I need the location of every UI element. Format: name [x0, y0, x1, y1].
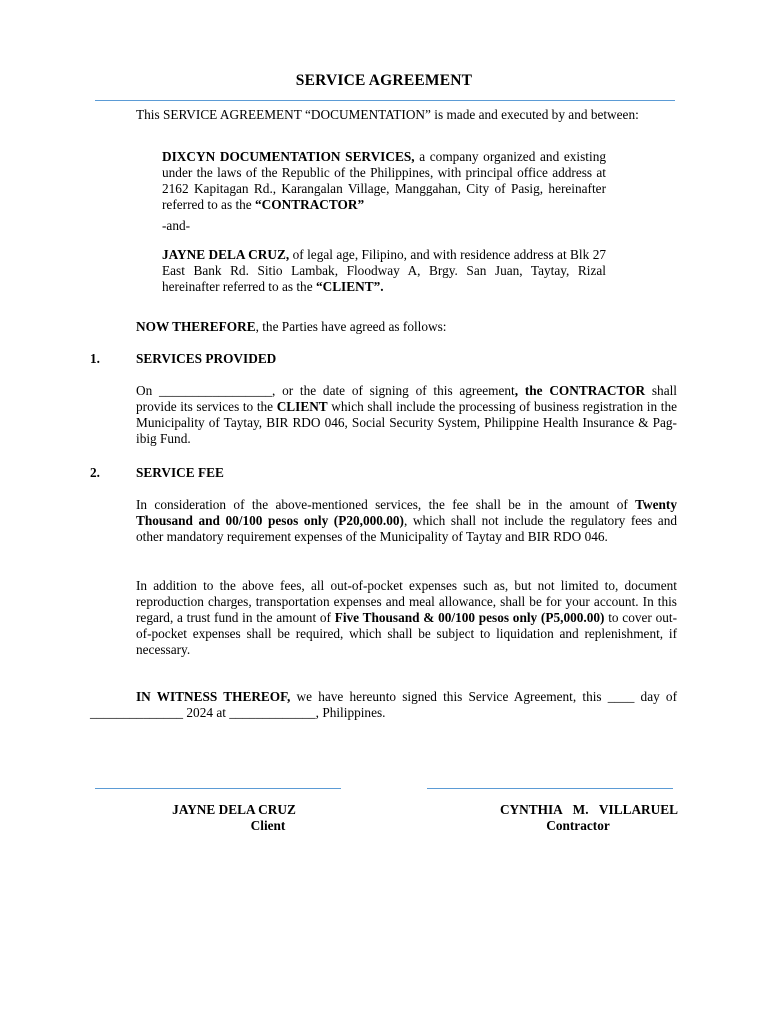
- client-signatory-role: Client: [250, 818, 286, 833]
- section-1-title: SERVICES PROVIDED: [136, 351, 277, 366]
- trust-fund-amount: Five Thousand & 00/100 pesos only (P5,000.00): [334, 610, 605, 625]
- section-2-p1-text-b: , which shall not include the regulatory fees and other mandatory requirement expenses of the Municipality of Taytay and BIR RDO 046.: [136, 513, 677, 544]
- client-designation: “CLIENT”.: [315, 279, 384, 294]
- party-contractor-paragraph: [162, 149, 606, 213]
- witness-label: IN WITNESS THEREOF,: [136, 689, 291, 704]
- contractor-signature-line: [427, 788, 673, 789]
- title-underline: [95, 100, 675, 101]
- party-client-paragraph: [162, 247, 606, 295]
- section-2-title: SERVICE FEE: [136, 465, 224, 480]
- contractor-description: a company organized and existing under the laws of the Republic of the Philippines, with principal office address at 2162 Kapitagan Rd., Karangalan Village, Manggahan, City of Pasig, hereinafter referred to as the: [162, 149, 606, 212]
- section-1-paragraph: [136, 383, 677, 447]
- section-2-p2-text-a: In addition to the above fees, all out-of-pocket expenses such as, but not limited to, document reproduction charges, transportation expenses and meal allowance, shall be for your account. In this regard, a trust fund in the amount of: [136, 578, 677, 625]
- contractor-designation: “CONTRACTOR”: [255, 197, 365, 212]
- now-therefore-label: NOW THEREFORE: [136, 319, 256, 334]
- document-title: SERVICE AGREEMENT: [295, 72, 473, 89]
- client-signature-line: [95, 788, 341, 789]
- section-1-text-a: On _________________, or the date of signing of this agreement: [136, 383, 515, 398]
- intro-paragraph: This SERVICE AGREEMENT “DOCUMENTATION” is made and executed by and between:: [136, 107, 639, 122]
- section-1-text-c: shall provide its services to the: [136, 383, 677, 414]
- client-signatory-name: JAYNE DELA CRUZ: [172, 802, 296, 817]
- section-1-contractor: CONTRACTOR: [549, 383, 646, 398]
- section-1-client: CLIENT: [276, 399, 328, 414]
- section-1-number: 1.: [90, 351, 100, 366]
- client-description: of legal age, Filipino, and with residence address at Blk 27 East Bank Rd. Sitio Lambak, Floodway A, Brgy. San Juan, Taytay, Rizal hereinafter referred to as the: [162, 247, 606, 294]
- now-therefore-paragraph: [136, 319, 446, 335]
- now-therefore-text: , the Parties have agreed as follows:: [255, 319, 447, 334]
- contractor-signatory-role: Contractor: [546, 818, 610, 833]
- section-2-p2-text-b: to cover out-of-pocket expenses shall be required, which shall be subject to liquidation and replenishment, if necessary.: [136, 610, 677, 657]
- section-2-paragraph-2: [136, 578, 677, 658]
- service-fee-amount: Twenty Thousand and 00/100 pesos only (P20,000.00): [136, 497, 677, 528]
- witness-text: we have hereunto signed this Service Agreement, this ____ day of ______________ 2024 at _____________, Philippines.: [90, 689, 677, 720]
- section-2-paragraph-1: [136, 497, 677, 545]
- contractor-signatory-name: CYNTHIA M. VILLARUEL: [499, 802, 678, 817]
- section-1-text-d: which shall include the processing of business registration in the Municipality of Taytay, BIR RDO 046, Social Security System, Philippine Health Insurance & Pag-ibig Fund.: [136, 399, 678, 446]
- witness-paragraph: [90, 689, 677, 721]
- section-1-text-b: , the: [514, 383, 550, 398]
- contractor-company-name: DIXCYN DOCUMENTATION SERVICES,: [162, 149, 415, 164]
- section-2-p1-text-a: In consideration of the above-mentioned services, the fee shall be in the amount of: [136, 497, 636, 512]
- client-name-inline: JAYNE DELA CRUZ,: [162, 247, 290, 262]
- and-separator: -and-: [162, 218, 191, 233]
- section-2-number: 2.: [90, 465, 100, 480]
